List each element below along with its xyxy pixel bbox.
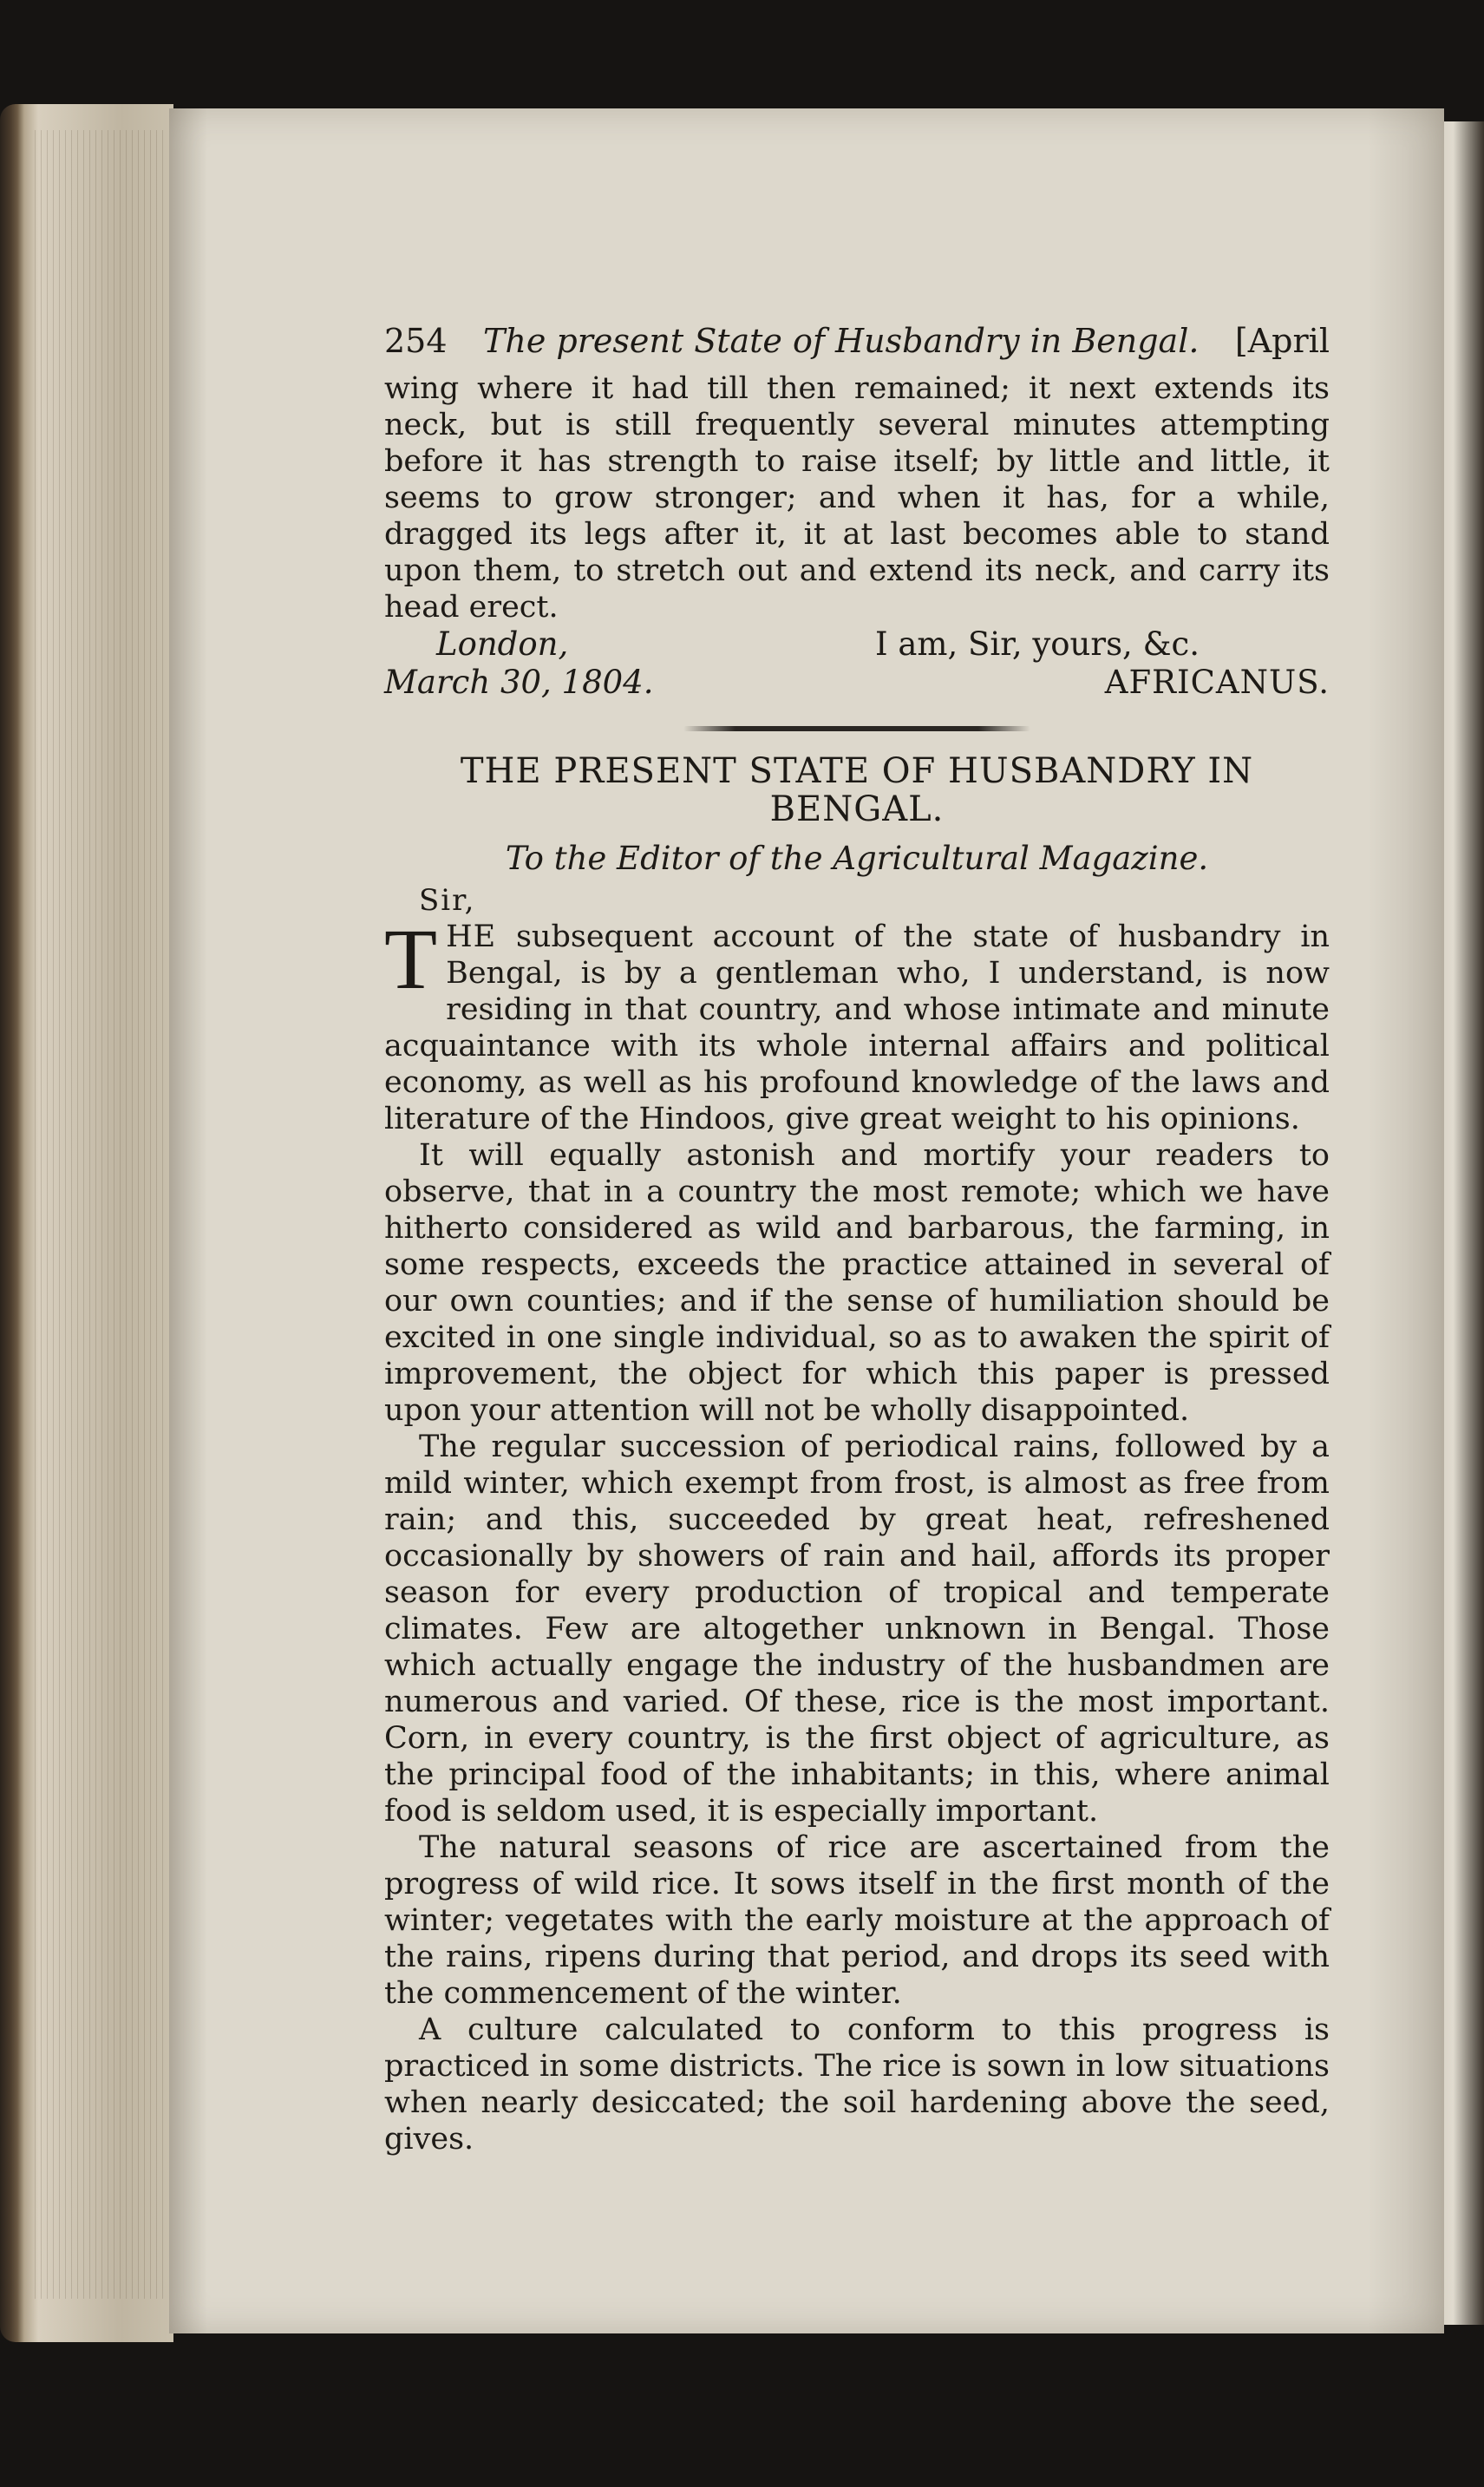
issue-month: [April	[1234, 322, 1330, 360]
editor-address: To the Editor of the Agricultural Magazine.	[505, 840, 1209, 877]
section-divider	[683, 726, 1030, 731]
paragraph-1	[384, 911, 1330, 1137]
first-word: HE	[446, 920, 497, 954]
signature-closing: I am, Sir, yours, &c.	[875, 625, 1200, 663]
salutation: Sir,	[419, 883, 476, 918]
page-edges-texture	[35, 130, 165, 2299]
paragraph-2: It will equally astonish and mortify your readers to observe, that in a country the most remote; which we have hitherto considered as wild and barbarous, the farming, in some respects, exceeds the practice attained in several of our own counties; and if the sense of humiliation should be excited in one single individual, so as to awaken the spirit of improvement, the object for which this paper is pressed upon your attention will not be wholly disappointed.	[384, 1138, 1330, 1428]
drop-cap: T	[384, 911, 438, 1007]
continuation-paragraph: wing where it had till then remained; it next extends its neck, but is still frequently several minutes attempting before it has strength to raise itself; by little and little, it seems to grow stronger; and when it has, for a while, dragged its legs after it, it at last becomes able to stand upon them, to stretch out and extend its neck, and carry its head erect.	[384, 371, 1330, 625]
signature-place: London,	[436, 625, 569, 663]
signature-name: AFRICANUS.	[1104, 664, 1330, 701]
paragraph-1-text: subsequent account of the state of husbandry in Bengal, is by a gentleman who, I understand, is now residing in that country, and whose intimate and minute acquaintance with its whole internal affairs and political economy, as well as his profound knowledge of the laws and literature of the Hindoos, give great weight to his opinions.	[384, 920, 1330, 1136]
paragraph-3: The regular succession of periodical rains, followed by a mild winter, which exempt from frost, is almost as free from rain; and this, succeeded by great heat, refreshened occasionally by showers of rain and hail, affords its proper season for every production of tropical and temperate climates. Few are altogether unknown in Bengal. Those which actually engage the industry of the husbandmen are numerous and varied. Of these, rice is the most important. Corn, in every country, is the first object of agriculture, as the principal food of the inhabitants; in this, where animal food is seldom used, it is especially important.	[384, 1430, 1330, 1829]
article-title-line-2: BENGAL.	[769, 789, 945, 829]
running-header	[384, 317, 1330, 365]
text-block	[384, 317, 1330, 2157]
signature-date: March 30, 1804.	[384, 664, 654, 701]
running-title: The present State of Husbandry in Bengal.	[483, 322, 1200, 360]
paragraph-4: The natural seasons of rice are ascertained from the progress of wild rice. It sows itself in the first month of the winter; vegetates with the early moisture at the approach of the rains, ripens during that period, and drops its seed with the commencement of the winter.	[384, 1830, 1330, 2011]
paragraph-5: A culture calculated to conform to this progress is practiced in some districts. The rice is sown in low situations when nearly desiccated; the soil hardening above the seed, gives.	[384, 2013, 1330, 2156]
article-title-line-1: THE PRESENT STATE OF HUSBANDRY IN	[460, 751, 1254, 791]
signature-line-1	[384, 625, 1330, 664]
signature-line-2	[384, 664, 1330, 702]
page-number: 254	[384, 322, 448, 360]
